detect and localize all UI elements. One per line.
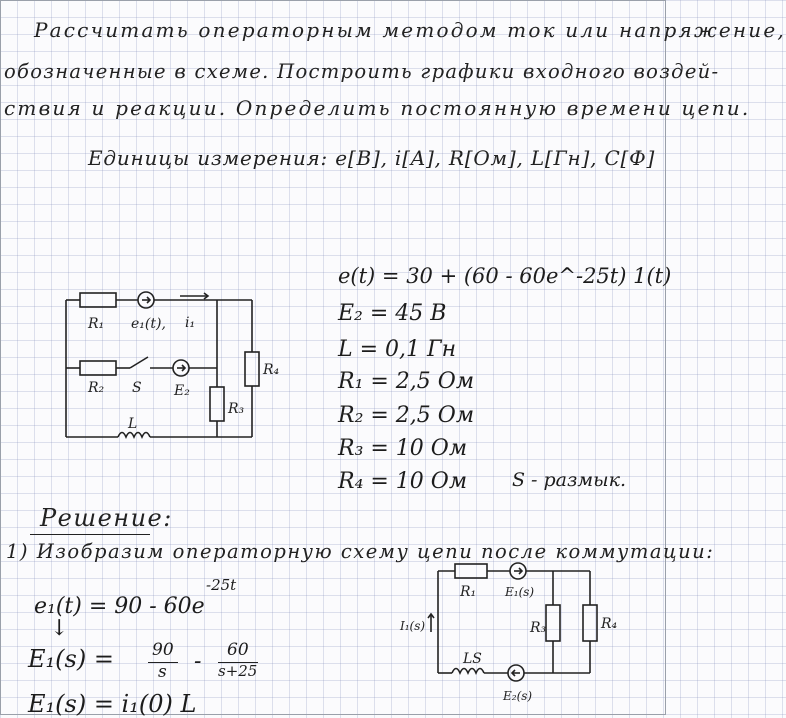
inductor-ls-symbol <box>452 669 484 674</box>
label-r1: R₁ <box>88 316 105 332</box>
task-line-2: обозначенные в схеме. Построить графики входного воздей- <box>4 60 720 83</box>
eq-e1-s-bottom: E₁(s) = i₁(0) L <box>28 690 197 718</box>
resistor-r3-operator-symbol <box>546 605 560 641</box>
label-e2: E₂ <box>174 383 190 399</box>
resistor-r4-operator-symbol <box>583 605 597 641</box>
label-r3-operator: R₃ <box>530 620 547 636</box>
label-e1s: E₁(s) <box>505 585 535 599</box>
eq-frac2-num: 60 <box>227 640 249 660</box>
task-line-3: ствия и реакции. Определить постоянную времени цепи. <box>4 96 751 120</box>
param-r4: R₄ = 10 Ом <box>338 469 468 494</box>
label-ls: LS <box>463 651 482 667</box>
label-r3: R₃ <box>228 401 245 417</box>
param-r1: R₁ = 2,5 Ом <box>338 369 475 394</box>
param-r3: R₃ = 10 Ом <box>338 436 468 461</box>
eq-e1-t: e₁(t) = 90 - 60e <box>34 594 205 619</box>
param-r2: R₂ = 2,5 Ом <box>338 403 475 428</box>
label-l: L <box>128 416 138 432</box>
units-line: Единицы измерения: e[В], i[A], R[Ом], L[Гн], C[Ф] <box>88 146 656 170</box>
param-switch: S - размык. <box>512 469 626 491</box>
param-e-t: e(t) = 30 + (60 - 60e^-25t) 1(t) <box>338 264 672 288</box>
eq-minus: - <box>194 649 202 674</box>
solution-step-1: 1) Изобразим операторную схему цепи после коммутации: <box>6 540 715 563</box>
label-r1-operator: R₁ <box>460 584 477 600</box>
eq-arrow: ↓ <box>50 616 69 641</box>
param-e2: E₂ = 45 В <box>338 301 447 326</box>
eq-frac1-den: s <box>158 662 167 682</box>
label-i1: i₁ <box>185 315 196 331</box>
param-l: L = 0,1 Гн <box>338 337 457 362</box>
label-e1: e₁(t), <box>131 316 166 332</box>
resistor-r1-operator-symbol <box>455 564 487 578</box>
solution-header: Решение: <box>40 504 173 532</box>
label-r2: R₂ <box>88 380 105 396</box>
eq-frac1-num: 90 <box>152 640 174 660</box>
label-i1s: I₁(s) <box>400 619 426 633</box>
label-r4-operator: R₄ <box>601 616 618 632</box>
label-e2s: E₂(s) <box>503 689 533 703</box>
label-r4: R₄ <box>263 362 280 378</box>
eq-frac2-den: s+25 <box>218 662 258 680</box>
task-line-1: Рассчитать операторным методом ток или напряжение, <box>34 18 786 42</box>
label-s: S <box>132 380 142 396</box>
eq-e1-s-lhs: E₁(s) = <box>28 645 114 673</box>
eq-e1-t-exponent: -25t <box>206 576 237 594</box>
